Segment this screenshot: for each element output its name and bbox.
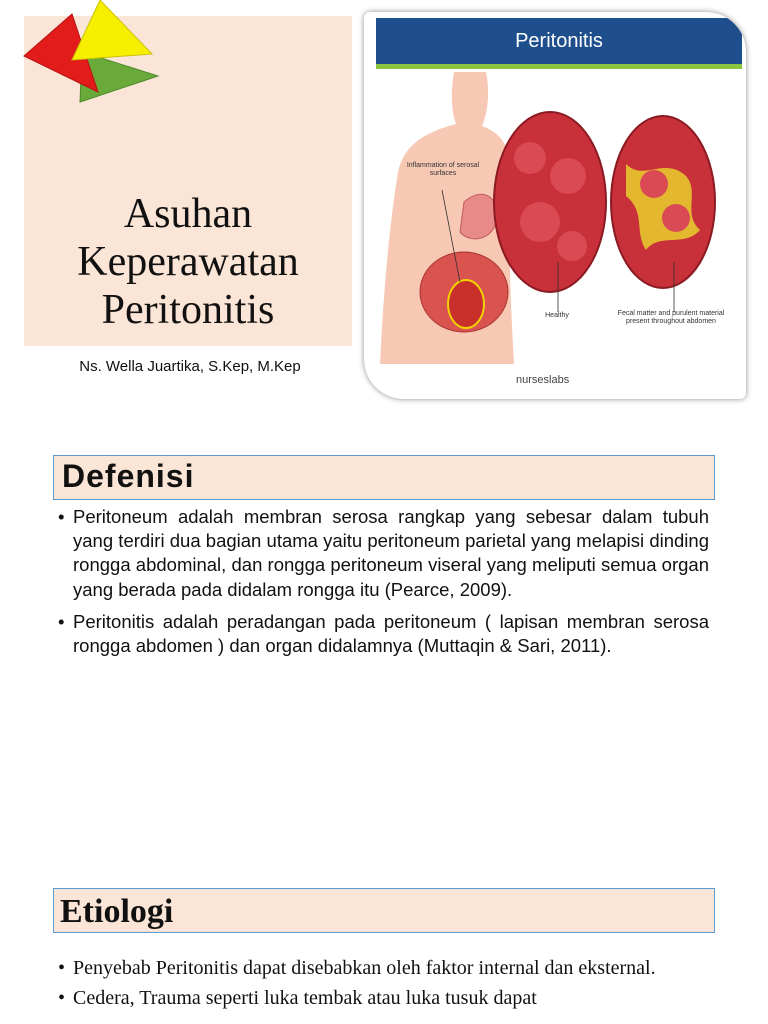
inflamed-area — [448, 280, 484, 328]
defenisi-bullet-1: • Peritoneum adalah membran serosa rangkap yang sebesar dalam tubuh yang terdiri dua bagian utama yaitu peritoneum parietal yang melapisi dinding rongga abdominal, dan rongga peritoneum viseral yang meliputi semua organ yang berada pada didalam rongga itu (Pearce, 2009). — [58, 505, 709, 602]
healthy-loop — [557, 231, 587, 261]
defenisi-bullet-list — [58, 505, 709, 666]
defenisi-heading-box — [53, 455, 715, 500]
etiologi-bullet-list — [58, 954, 709, 1014]
healthy-intestine-closeup — [494, 112, 606, 292]
etiologi-heading-box — [53, 888, 715, 933]
figure-title: Peritonitis — [515, 30, 603, 52]
defenisi-heading: Defenisi — [62, 458, 195, 494]
triangles-logo — [22, 0, 162, 106]
healthy-loop — [520, 202, 560, 242]
nurseslabs-brand: nurseslabs — [516, 374, 570, 386]
stomach-shape — [460, 194, 497, 239]
yellow-triangle — [72, 0, 152, 60]
defenisi-bullet-2: • Peritonitis adalah peradangan pada peritoneum ( lapisan membran serosa rongga abdomen ) dan organ didalamnya (Muttaqin & Sari, 2011). — [58, 610, 709, 658]
figure-header-stripe — [376, 64, 742, 69]
healthy-loop — [550, 158, 586, 194]
title-line-1: Asuhan — [123, 191, 253, 237]
title-line-3: Peritonitis — [101, 287, 275, 333]
title-line-2: Keperawatan — [77, 239, 299, 285]
label-fecal-matter: Fecal matter and purulent material present throughout abdomen — [617, 310, 725, 325]
infected-loop — [640, 170, 668, 198]
slide-title — [24, 190, 352, 334]
healthy-loop — [514, 142, 546, 174]
etiologi-bullet-1: • Penyebab Peritonitis dapat disebabkan oleh faktor internal dan eksternal. — [58, 954, 709, 982]
infected-loop — [662, 204, 690, 232]
author-name: Ns. Wella Juartika, S.Kep, M.Kep — [79, 358, 301, 375]
peritonitis-illustration — [364, 12, 746, 399]
etiologi-bullet-2: • Cedera, Trauma seperti luka tembak atau luka tusuk dapat — [58, 984, 709, 1012]
label-inflammation: Inflammation of serosal surfaces — [406, 162, 480, 177]
anatomy-drawing — [364, 72, 746, 372]
label-healthy: Healthy — [545, 312, 569, 319]
etiologi-heading: Etiologi — [60, 893, 174, 930]
